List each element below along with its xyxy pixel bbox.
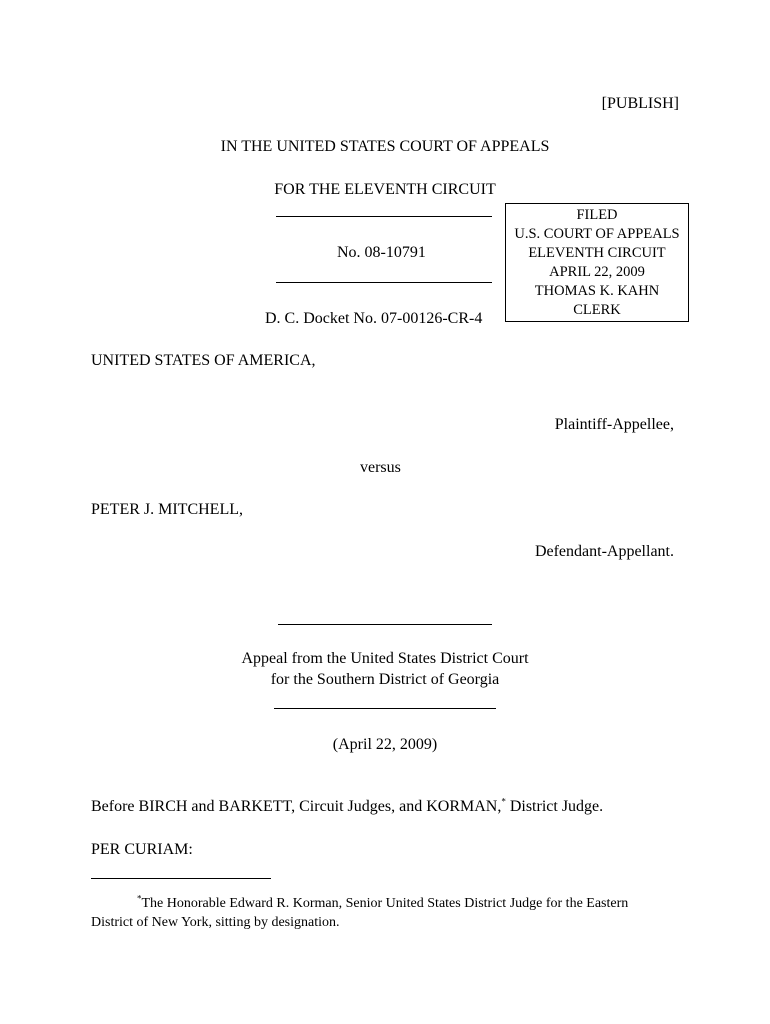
footnote-marker: *: [501, 796, 506, 807]
defendant-role: Defendant-Appellant.: [534, 543, 674, 560]
filed-stamp-line: THOMAS K. KAHN: [534, 283, 660, 299]
panel-text-tail: District Judge.: [505, 798, 604, 815]
appeal-line-2: for the Southern District of Georgia: [270, 671, 500, 688]
appeal-line-1: Appeal from the United States District Court: [241, 650, 529, 667]
filed-stamp-line: APRIL 22, 2009: [549, 264, 645, 280]
versus-text: versus: [360, 459, 401, 476]
court-heading: IN THE UNITED STATES COURT OF APPEALS: [220, 138, 550, 155]
circuit-heading: FOR THE ELEVENTH CIRCUIT: [274, 181, 496, 198]
footnote-divider: [91, 878, 271, 879]
separator-rule: [274, 708, 496, 709]
plaintiff-role: Plaintiff-Appellee,: [554, 416, 674, 433]
filed-stamp-line: CLERK: [573, 302, 621, 318]
decision-date: (April 22, 2009): [332, 736, 438, 753]
footnote-line-1: [137, 894, 628, 914]
case-number: No. 08-10791: [337, 244, 426, 261]
filed-stamp: [505, 203, 689, 322]
filed-stamp-line: FILED: [576, 207, 618, 223]
filed-stamp-line: U.S. COURT OF APPEALS: [514, 226, 680, 242]
plaintiff-name: UNITED STATES OF AMERICA,: [91, 352, 316, 369]
separator-rule: [276, 216, 492, 217]
panel-text: Before BIRCH and BARKETT, Circuit Judges, and KORMAN,: [91, 798, 502, 815]
publish-tag: [PUBLISH]: [601, 95, 679, 112]
docket-number: D. C. Docket No. 07-00126-CR-4: [265, 310, 483, 327]
footnote-text: The Honorable Edward R. Korman, Senior United States District Judge for the Eastern: [141, 896, 629, 911]
separator-rule: [278, 624, 492, 625]
panel-line: [91, 797, 603, 817]
defendant-name: PETER J. MITCHELL,: [91, 501, 243, 518]
per-curiam-heading: PER CURIAM:: [91, 841, 193, 858]
separator-rule: [276, 282, 492, 283]
footnote-marker: *: [137, 893, 142, 904]
filed-stamp-line: ELEVENTH CIRCUIT: [528, 245, 666, 261]
footnote-line-2: District of New York, sitting by designation.: [91, 915, 340, 930]
